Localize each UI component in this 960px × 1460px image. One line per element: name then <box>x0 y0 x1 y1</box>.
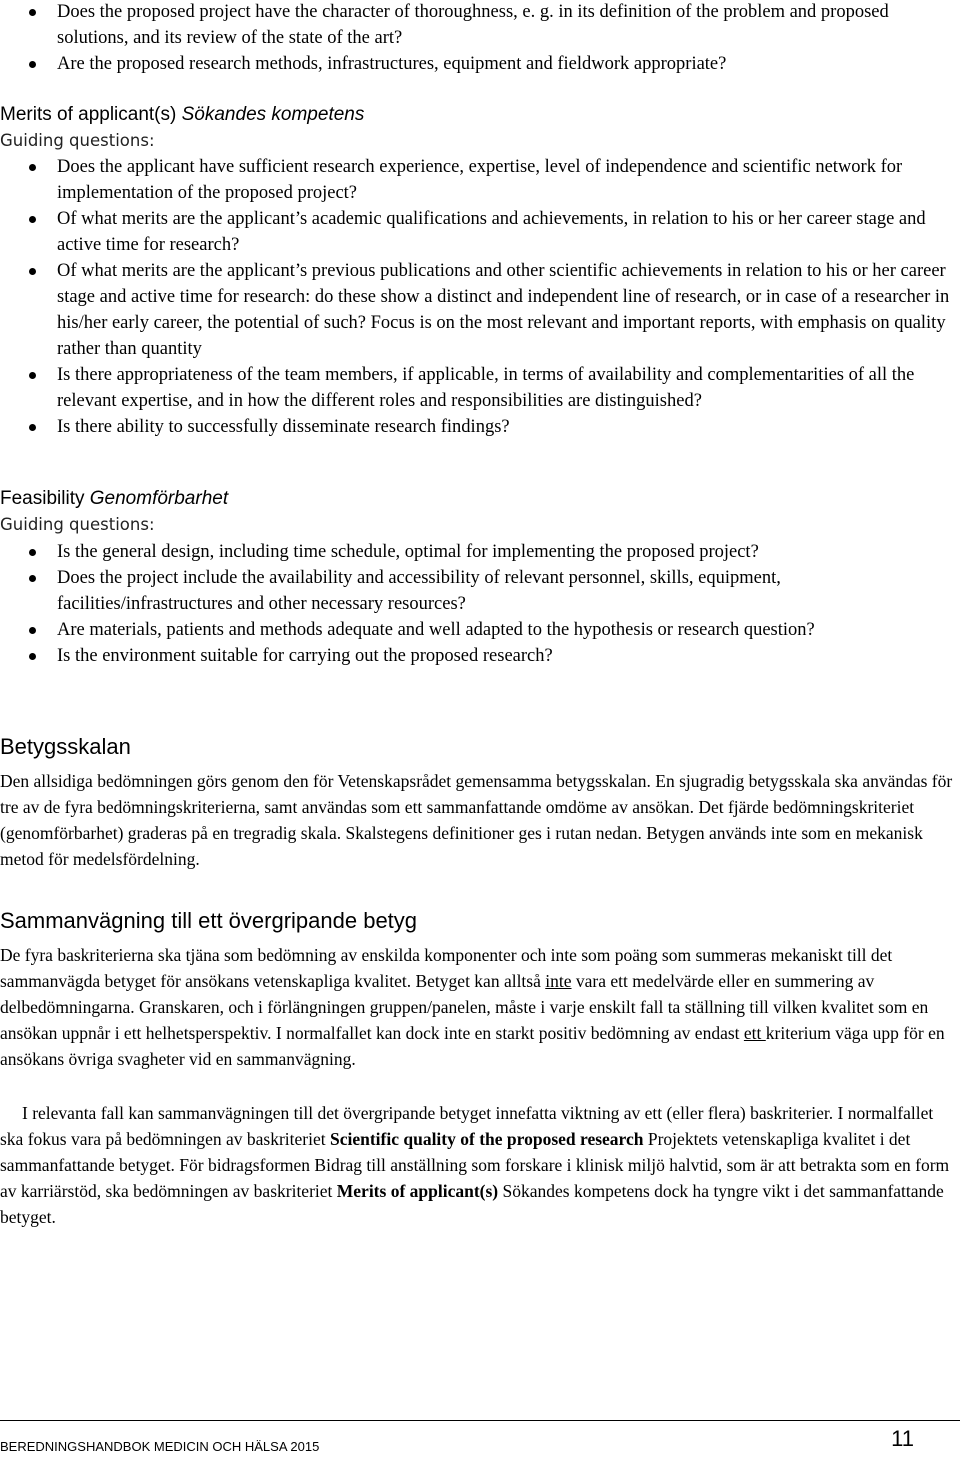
bullet-icon <box>29 372 36 379</box>
sammanvagning-heading: Sammanvägning till ett övergripande betyg <box>0 908 418 933</box>
feasibility-guiding-label: Guiding questions: <box>0 515 155 534</box>
bullet-icon <box>29 9 36 16</box>
bullet-icon <box>29 61 36 68</box>
list-item: Of what merits are the applicant’s previous publications and other scientific achievements in relation to his or her career stage and active time for research: do these show a distinct and independent line of research, or in case of a researcher in his/her early career, the potential of such? Focus is on the most relevant and important reports, with emphasis on quality rather than quantity <box>0 258 958 362</box>
bullet-icon <box>29 575 36 582</box>
list-item: Are the proposed research methods, infrastructures, equipment and fieldwork appropriate? <box>0 51 958 77</box>
sammanvagning-paragraph-2: I relevanta fall kan sammanvägningen till det övergripande betyget innefatta viktning av ett (eller flera) baskriterier. I normalfallet ska fokus vara på bedömningen av baskriteriet Scientific quality of the proposed research Projektets vetenskapliga kvalitet i det sammanfattande betyget. För bidragsformen Bidrag till anställning som forskare i klinisk miljö halvtid, som är att betrakta som en form av karriärstöd, ska bedömningen av baskriteriet Merits of applicant(s) Sökandes kompetens dock ha tyngre vikt i det sammanfattande betyget. <box>0 1103 950 1227</box>
merits-bullet-list <box>0 154 958 440</box>
bullet-icon <box>29 653 36 660</box>
merits-heading: Merits of applicant(s) Sökandes kompetens <box>0 104 365 125</box>
list-item: Is there ability to successfully disseminate research findings? <box>0 414 958 440</box>
footer-title: BEREDNINGSHANDBOK MEDICIN OCH HÄLSA 2015 <box>0 1439 320 1454</box>
bullet-icon <box>29 549 36 556</box>
sammanvagning-paragraph-1: De fyra baskriterierna ska tjäna som bedömning av enskilda komponenter och inte som poäng som summeras mekaniskt till det sammanvägda betyget för ansökans vetenskapliga kvalitet. Betyget kan alltså inte vara ett medelvärde eller en summering av delbedömningarna. Granskaren, och i förlängningen gruppen/panelen, måste i varje enskilt fall ta ställning till vilken kvalitet som en ansökan uppnår i ett helhetsperspektiv. I normalfallet kan dock inte en starkt positiv bedömning av endast ett kriterium väga upp för en ansökans övriga svagheter vid en sammanvägning. <box>0 945 945 1069</box>
betygsskalan-heading: Betygsskalan <box>0 734 131 759</box>
bullet-icon <box>29 164 36 171</box>
bullet-icon <box>29 216 36 223</box>
betygsskalan-paragraph: Den allsidiga bedömningen görs genom den för Vetenskapsrådet gemensamma betygsskalan. En sjugradig betygsskala ska användas för tre av de fyra bedömningskriterierna, samt användas som ett sammanfattande omdöme av ansökan. Det fjärde bedömningskriteriet (genomförbarhet) graderas på en tregradig skala. Skalstegens definitioner ges i rutan nedan. Betygen används inte som en mekanisk metod för medelsfördelning. <box>0 771 953 869</box>
page-number: 11 <box>891 1426 914 1451</box>
merits-guiding-label: Guiding questions: <box>0 131 155 150</box>
bullet-icon <box>29 268 36 275</box>
list-item: Are materials, patients and methods adequate and well adapted to the hypothesis or research question? <box>0 617 958 643</box>
list-item: Does the project include the availability and accessibility of relevant personnel, skills, equipment, facilities/infrastructures and other necessary resources? <box>0 565 958 617</box>
list-item: Is there appropriateness of the team members, if applicable, in terms of availability and complementarities of all the relevant expertise, and in how the different roles and responsibilities are distinguished? <box>0 362 958 414</box>
bullet-icon <box>29 424 36 431</box>
feasibility-bullet-list <box>0 539 958 669</box>
list-item: Is the environment suitable for carrying out the proposed research? <box>0 643 958 669</box>
list-item: Is the general design, including time schedule, optimal for implementing the proposed project? <box>0 539 958 565</box>
list-item: Does the proposed project have the character of thoroughness, e. g. in its definition of the problem and proposed solutions, and its review of the state of the art? <box>0 0 958 51</box>
list-item: Does the applicant have sufficient research experience, expertise, level of independence and scientific network for implementation of the proposed project? <box>0 154 958 206</box>
footer-divider <box>0 1420 960 1421</box>
top-bullet-list <box>0 0 958 77</box>
list-item: Of what merits are the applicant’s academic qualifications and achievements, in relation to his or her career stage and active time for research? <box>0 206 958 258</box>
bullet-icon <box>29 627 36 634</box>
feasibility-heading: Feasibility Genomförbarhet <box>0 488 229 509</box>
